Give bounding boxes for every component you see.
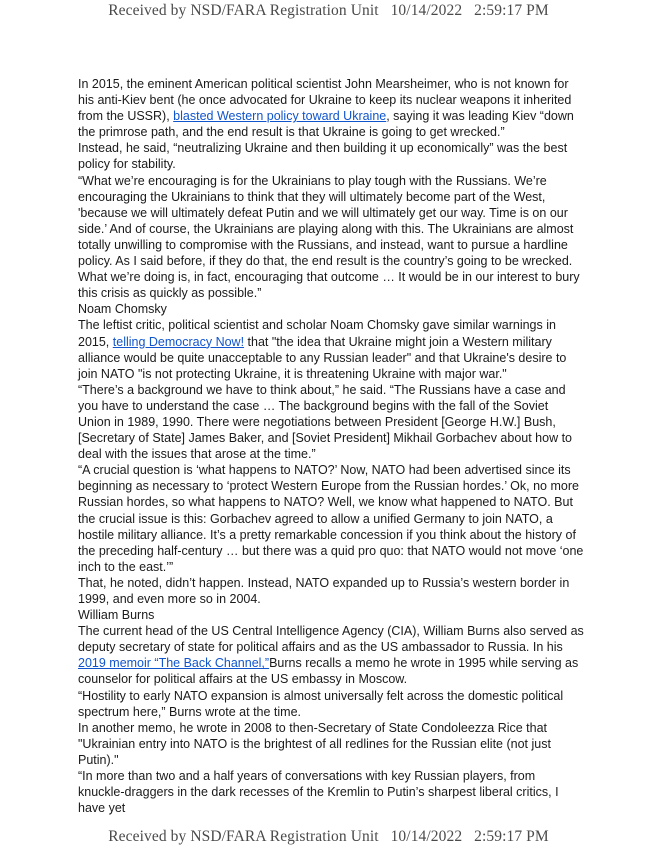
link-back-channel-memoir[interactable]: 2019 memoir “The Back Channel,” [78,656,270,671]
fara-received-stamp-bottom: Received by NSD/FARA Registration Unit 10/14/2022 2:59:17 PM [108,828,549,845]
paragraph-mearsheimer-quote: “What we’re encouraging is for the Ukrainians to play tough with the Russians. We’re encouraging the Ukrainians to think that they will ultimately become part of the West, 'because we will ultimately defeat Putin and we will ultimately get our way. Time is on our side.’ And of course, the Ukrainians are playing along with this. The Ukrainians are almost totally unwilling to compromise with the Russians, and instead, want to pursue a hardline policy. As I said before, if they do that, the end result is the country’s going to be wrecked. What we’re doing is, in fact, encouraging that outcome … It would be in our interest to bury this crisis as quickly as possible.” [78,173,580,301]
paragraph-nato-expanded: That, he noted, didn’t happen. Instead, NATO expanded up to Russia’s western border in 1999, and even more so in 2004. [78,575,570,606]
heading-william-burns: William Burns [78,608,155,623]
paragraph-text: The leftist critic, political scientist and scholar Noam Chomsky gave similar warnings in 2015, [78,318,556,349]
paragraph-text: that "the idea that Ukraine might join a Western military alliance would be quite unacceptable to any Russian leader" and that Ukraine's desire to join NATO "is not protecting Ukraine, it is threatening Ukraine with major war." [78,334,567,381]
paragraph-mearsheimer [78,76,584,140]
paragraph-text: The current head of the US Central Intelligence Agency (CIA), William Burns also served as deputy secretary of state for political affairs and as the US ambassador to Russia. In his [78,624,584,655]
paragraph-chomsky-background: “There’s a background we have to think about,” he said. “The Russians have a case and you have to understand the case … The background begins with the fall of the Soviet Union in 1989, 1990. There were negotiations between President [George H.W.] Bush, [Secretary of State] James Baker, and [Soviet President] Mikhail Gorbachev about how to deal with the issues that arose at the time.” [78,382,573,462]
fara-received-stamp-top: Received by NSD/FARA Registration Unit 10/14/2022 2:59:17 PM [108,2,549,19]
paragraph-text: In 2015, the eminent American political scientist John Mearsheimer, who is not known for his anti-Kiev bent (he once advocated for Ukraine to keep its nuclear weapons it inherited from the USSR), [78,77,572,124]
paragraph-chomsky [78,317,584,381]
paragraph-text: Burns recalls a memo he wrote in 1995 while serving as counselor for political affairs at the US embassy in Moscow. [78,656,579,687]
heading-noam-chomsky: Noam Chomsky [78,302,167,317]
paragraph-burns-memo-2008: In another memo, he wrote in 2008 to then-Secretary of State Condoleezza Rice that "Ukrainian entry into NATO is the brightest of all redlines for the Russian elite (not just Putin)." [78,720,551,767]
link-democracy-now[interactable]: telling Democracy Now! [112,334,245,349]
paragraph-burns [78,623,584,687]
link-blasted-western-policy[interactable]: blasted Western policy toward Ukraine [173,109,387,124]
paragraph-burns-conversations: “In more than two and a half years of conversations with key Russian players, from knuckle-draggers in the dark recesses of the Kremlin to Putin’s sharpest liberal critics, I have yet [78,769,559,816]
document-body [78,76,584,816]
paragraph-burns-hostility: “Hostility to early NATO expansion is almost universally felt across the domestic political spectrum here,” Burns wrote at the time. [78,688,564,719]
paragraph-chomsky-nato: “A crucial question is ‘what happens to NATO?’ Now, NATO had been advertised since its beginning as necessary to ‘protect Western Europe from the Russian hordes.’ Ok, no more Russian hordes, so what happens to NATO? Well, we know what happened to NATO. But the crucial issue is this: Gorbachev agreed to allow a unified Germany to join NATO, a hostile military alliance. It’s a pretty remarkable concession if you think about the history of the preceding half-century … but there was a quid pro quo: that NATO would not move ‘one inch to the east.’” [78,463,584,574]
paragraph-neutralizing: Instead, he said, “neutralizing Ukraine and then building it up economically” was the best policy for stability. [78,141,568,172]
paragraph-text: , saying it was leading Kiev “down the primrose path, and the end result is that Ukraine is going to get wrecked.” [78,109,574,140]
